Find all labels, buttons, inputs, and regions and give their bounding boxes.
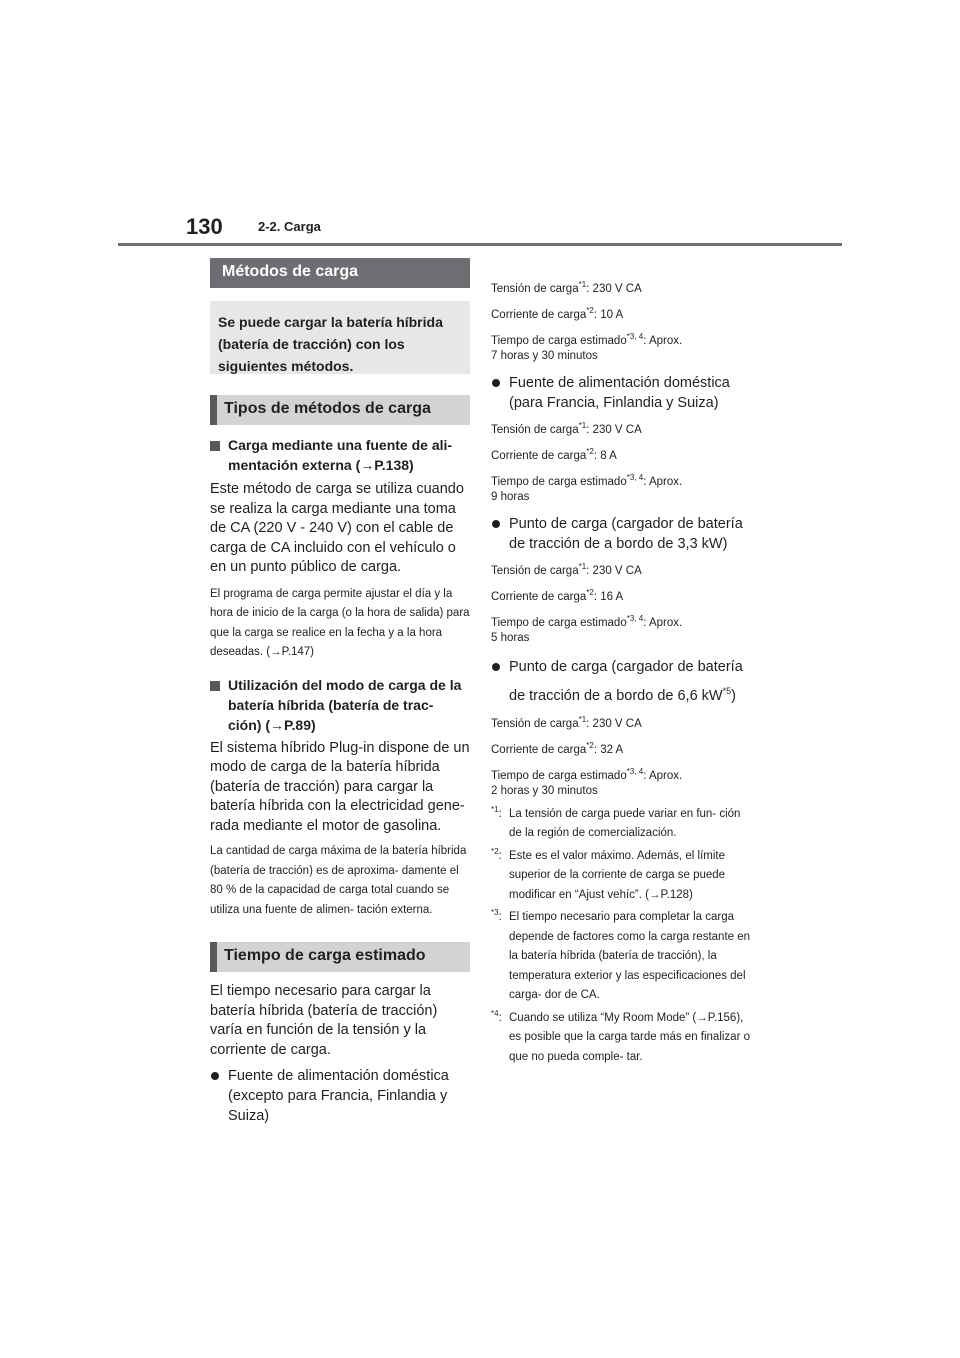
left-column <box>210 258 470 1126</box>
bullet-dot-icon <box>492 379 500 387</box>
source-title-2 <box>491 373 753 413</box>
footnote-2: $^{*2}$: Este es el valor máximo. Además, el límite superior de la corriente de carga se puede modificar en “Ajust vehíc”. (→P.128) <box>491 847 726 901</box>
section-heading-metodos: Métodos de carga <box>210 258 470 288</box>
spec-current: Corriente de carga$^{*2}$: 10 A <box>491 306 624 321</box>
section-heading-tiempo: Tiempo de carga estimado <box>210 942 470 972</box>
paragraph-battery-charge-mode: El sistema híbrido Plug-in dispone de un modo de carga de la batería híbrida (batería de tracción) para cargar la batería híbrida con la electricidad gene- rada mediante el motor de gasolina. <box>210 739 470 834</box>
source-3-specs <box>491 564 753 646</box>
page-number: 130 <box>186 214 223 239</box>
spec-time: Tiempo de carga estimado$^{*3, 4}$: Aprox. 7 horas y 30 minutos <box>491 332 683 362</box>
note-charge-schedule: El programa de carga permite ajustar el día y la hora de inicio de la carga (o la hora de salida) para que la carga se realice en la fecha y a la hora deseadas. (→P.147) <box>210 587 470 658</box>
subheading-text: Utilización del modo de carga de la batería híbrida (batería de trac- ción) (→P.89) <box>228 676 462 733</box>
source-title-text: Punto de carga (cargador de batería de tracción de a bordo de 3,3 kW) <box>509 516 743 552</box>
header-rule <box>118 243 842 246</box>
chapter-title: 2-2. Carga <box>258 219 321 234</box>
square-bullet-icon <box>210 681 220 691</box>
source-4-specs <box>491 717 753 799</box>
subheading-external-source <box>210 435 470 475</box>
spec-time: Tiempo de carga estimado$^{*3, 4}$: Aprox. 9 horas <box>491 473 683 503</box>
source-1-specs <box>491 282 753 364</box>
source-title-3 <box>491 514 753 554</box>
source-2-specs <box>491 423 753 505</box>
spec-voltage: Tensión de carga$^{*1}$: 230 V CA <box>491 715 642 730</box>
section-heading-tipos: Tipos de métodos de carga <box>210 395 470 425</box>
source-title-text: Fuente de alimentación doméstica (para Francia, Finlandia y Suiza) <box>509 375 730 411</box>
source-title-text: Punto de carga (cargador de batería de tracción de a bordo de 6,6 kW <box>509 659 743 704</box>
spec-current: Corriente de carga$^{*2}$: 16 A <box>491 588 624 603</box>
spec-current: Corriente de carga$^{*2}$: 32 A <box>491 741 624 756</box>
spec-current: Corriente de carga$^{*2}$: 8 A <box>491 447 617 462</box>
subheading-text: Carga mediante una fuente de ali- mentación externa (→P.138) <box>228 437 453 473</box>
footnote-1: $^{*1}$: La tensión de carga puede variar en fun- ción de la región de comercialización. <box>491 805 741 840</box>
paragraph-external-source: Este método de carga se utiliza cuando se realiza la carga mediante una toma de CA (220 V - 240 V) con el cable de carga de CA incluido con el vehículo o en un punto público de carga. <box>210 481 464 575</box>
note-max-charge: La cantidad de carga máxima de la batería híbrida (batería de tracción) es de aproxima- damente el 80 % de la capacidad de carga total cuando se utiliza una fuente de alimen- tación externa. <box>210 845 467 916</box>
spec-time: Tiempo de carga estimado$^{*3, 4}$: Aprox. 5 horas <box>491 614 683 644</box>
footnote-4: $^{*4}$: Cuando se utiliza “My Room Mode” (→P.156), es posible que la carga tarde más en finalizar o que no pueda comple- tar. <box>491 1009 751 1063</box>
spec-voltage: Tensión de carga$^{*1}$: 230 V CA <box>491 280 642 295</box>
source-title-4: Punto de carga (cargador de batería de tracción de a bordo de 6,6 $kW^{*5}$) <box>491 655 753 708</box>
spec-voltage: Tensión de carga$^{*1}$: 230 V CA <box>491 562 642 577</box>
bullet-dot-icon <box>211 1072 219 1080</box>
footnotes <box>491 805 753 1068</box>
source-title-text: Fuente de alimentación doméstica (excepto para Francia, Finlandia y Suiza) <box>228 1068 449 1124</box>
spec-voltage: Tensión de carga$^{*1}$: 230 V CA <box>491 421 642 436</box>
right-column <box>491 250 753 1067</box>
paragraph-charge-time: El tiempo necesario para cargar la batería híbrida (batería de tracción) varía en función de la tensión y la corriente de carga. <box>210 983 438 1058</box>
spec-time: Tiempo de carga estimado$^{*3, 4}$: Aprox. 2 horas y 30 minutos <box>491 767 683 797</box>
subheading-battery-charge-mode <box>210 675 470 735</box>
source-title-1 <box>210 1066 470 1126</box>
bullet-dot-icon <box>492 520 500 528</box>
square-bullet-icon <box>210 441 220 451</box>
section-intro: Se puede cargar la batería híbrida (batería de tracción) con los siguientes métodos. <box>210 301 470 374</box>
bullet-dot-icon <box>492 663 500 671</box>
footnote-3: $^{*3}$: El tiempo necesario para completar la carga depende de factores como la carga restante en la batería híbrida (batería de tracción), la temperatura exterior y las especificaciones del carga- dor de CA. <box>491 908 751 1002</box>
